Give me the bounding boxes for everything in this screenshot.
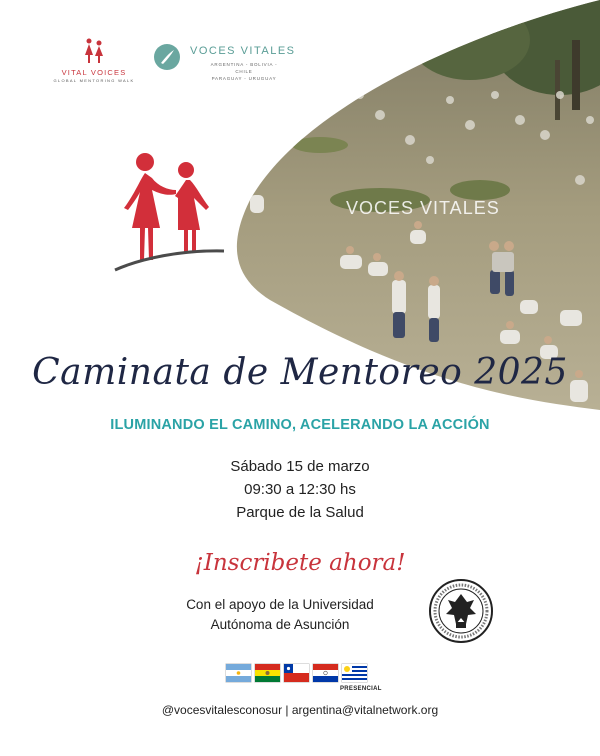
photo-watermark: VOCES VITALES <box>346 198 500 218</box>
event-time: 09:30 a 12:30 hs <box>244 481 356 498</box>
attendance-mode-label: PRESENCIAL <box>340 686 382 692</box>
support-line-2: Autónoma de Asunción <box>210 617 350 632</box>
register-link[interactable]: ¡Inscribete ahora! <box>194 550 406 576</box>
argentina-flag-icon <box>226 664 251 682</box>
uruguay-flag-icon <box>342 664 367 682</box>
voces-vitales-mark-icon <box>154 44 180 70</box>
walking-women-logo-icon <box>112 150 227 275</box>
contact-footer: @vocesvitalesconosur | argentina@vitalnetwork.org <box>161 703 439 717</box>
voces-vitales-countries <box>202 61 286 82</box>
event-date: Sábado 15 de marzo <box>230 458 370 475</box>
countries-line-2: PARAGUAY - URUGUAY <box>211 76 277 81</box>
bolivia-flag-icon <box>255 664 280 682</box>
event-title: Caminata de Mentoreo 2025 <box>32 352 568 393</box>
event-subtitle: ILUMINANDO EL CAMINO, ACELERANDO LA ACCIÓN <box>110 417 490 433</box>
vital-voices-name: VITAL VOICES <box>61 68 127 77</box>
voces-vitales-title: VOCES VITALES <box>190 45 296 57</box>
countries-line-1: ARGENTINA - BOLIVIA - CHILE <box>210 62 278 74</box>
university-seal-icon <box>428 578 494 644</box>
vital-voices-tagline: GLOBAL MENTORING WALK <box>53 78 135 83</box>
event-details <box>0 455 600 524</box>
chile-flag-icon <box>284 664 309 682</box>
two-women-icon <box>82 38 106 64</box>
vital-voices-logo <box>52 38 136 83</box>
support-line-1: Con el apoyo de la Universidad <box>186 597 374 612</box>
support-text <box>150 595 410 635</box>
paraguay-flag-icon <box>313 664 338 682</box>
event-place: Parque de la Salud <box>236 504 364 521</box>
